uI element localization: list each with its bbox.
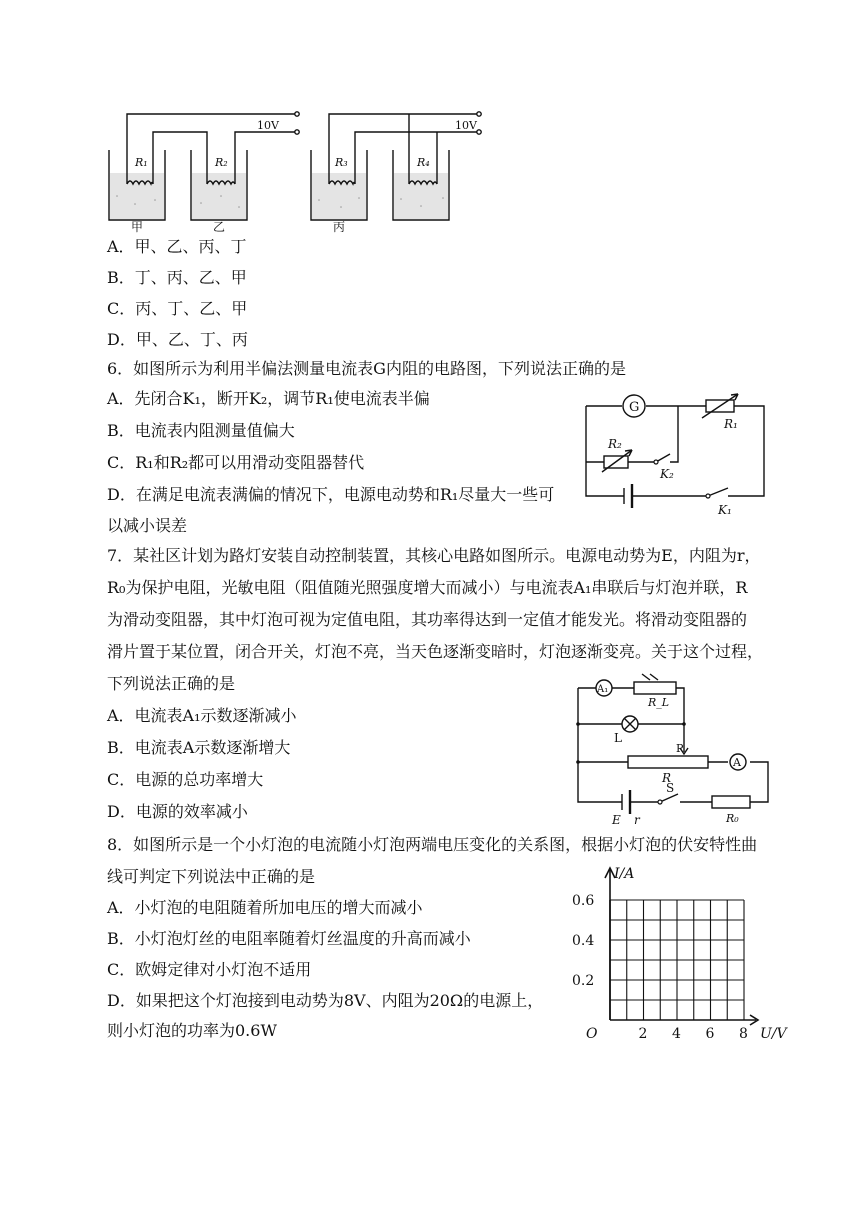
q5-r1: R₁	[135, 156, 148, 169]
chart-ylabel: I/A	[614, 866, 635, 882]
q8-option-a: A．小灯泡的电阻随着所加电压的增大而减小	[107, 898, 423, 917]
q5-label-yi: 乙	[213, 220, 226, 233]
chart-x-tick-label: 8	[739, 1026, 748, 1042]
q5-beaker-figure	[105, 108, 485, 233]
q7-option-d: D．电源的效率减小	[107, 802, 248, 821]
q5-voltage-left: 10V	[257, 119, 279, 132]
q5-r3: R₃	[335, 156, 348, 169]
q7-fig-r0: R₀	[726, 812, 739, 825]
q6-option-d-cont: 以减小误差	[107, 516, 188, 535]
q6-fig-g: G	[629, 400, 640, 415]
q7-option-b: B．电流表A示数逐渐增大	[107, 738, 291, 757]
q5-r4: R₄	[417, 156, 430, 169]
q6-fig-r1: R₁	[724, 417, 738, 431]
chart-xlabel: U/V	[760, 1026, 787, 1042]
q5-label-jia: 甲	[131, 220, 144, 233]
q7-fig-a1: A₁	[597, 684, 609, 695]
q7-stem-1: 7．某社区计划为路灯安装自动控制装置，其核心电路如图所示。电源电动势为E，内阻为r，	[107, 546, 761, 565]
q8-option-b: B．小灯泡灯丝的电阻率随着灯丝温度的升高而减小	[107, 929, 471, 948]
q6-fig-r2: R₂	[608, 437, 622, 451]
chart-y-ticks	[572, 893, 594, 989]
chart-origin: O	[586, 1026, 598, 1042]
q6-option-b: B．电流表内阻测量值偏大	[107, 421, 295, 440]
q5-label-bing: 丙	[333, 220, 346, 233]
chart-x-tick-label: 6	[705, 1026, 715, 1042]
q7-fig-a: A	[733, 756, 741, 769]
chart-x-tick-label: 2	[638, 1026, 648, 1042]
q6-option-a: A．先闭合K₁，断开K₂，调节R₁使电流表半偏	[107, 389, 430, 408]
q5-option-c: C．丙、丁、乙、甲	[107, 299, 248, 318]
q8-stem-1: 8．如图所示是一个小灯泡的电流随小灯泡两端电压变化的关系图，根据小灯泡的伏安特性曲	[107, 835, 758, 854]
chart-y-tick-label: 0.4	[572, 933, 595, 949]
q8-option-c: C．欧姆定律对小灯泡不适用	[107, 960, 312, 979]
q6-fig-k2: K₂	[660, 467, 674, 481]
q5-option-a: A．甲、乙、丙、丁	[107, 237, 247, 256]
q7-stem-2: R₀为保护电阻，光敏电阻（阻值随光照强度增大而减小）与电流表A₁串联后与灯泡并联，R	[107, 578, 748, 597]
q5-option-b: B．丁、丙、乙、甲	[107, 268, 247, 287]
q6-option-c: C．R₁和R₂都可以用滑动变阻器替代	[107, 453, 365, 472]
chart-axes	[605, 868, 615, 1020]
iu-chart	[570, 856, 794, 1042]
q7-stem-3: 为滑动变阻器，其中灯泡可视为定值电阻，其功率得达到一定值才能发光。将滑动变阻器的	[107, 610, 748, 629]
q7-circuit-figure	[572, 672, 776, 828]
q8-option-d: D．如果把这个灯泡接到电动势为8V、内阻为20Ω的电源上，	[107, 991, 544, 1010]
q7-fig-l: L	[614, 731, 622, 745]
q6-option-d: D．在满足电流表满偏的情况下，电源电动势和R₁尽量大一些可	[107, 485, 555, 504]
chart-x-tick-label: 4	[672, 1026, 681, 1042]
q6-circuit-figure	[578, 388, 778, 520]
q7-fig-p: P	[676, 742, 684, 755]
q7-stem-5: 下列说法正确的是	[107, 674, 236, 693]
q8-option-d-cont: 则小灯泡的功率为0.6W	[107, 1021, 277, 1040]
q5-option-d: D．甲、乙、丁、丙	[107, 330, 248, 349]
q8-stem-2: 线可判定下列说法中正确的是	[107, 867, 316, 886]
q7-fig-e: E	[612, 813, 621, 827]
q7-option-a: A．电流表A₁示数逐渐减小	[107, 706, 297, 725]
q7-fig-s: S	[666, 781, 675, 795]
q7-fig-r-int: r	[634, 813, 640, 827]
q6-stem: 6．如图所示为利用半偏法测量电流表G内阻的电路图，下列说法正确的是	[107, 359, 626, 378]
chart-x-ticks	[639, 1026, 748, 1042]
chart-y-tick-label: 0.2	[572, 973, 595, 989]
q5-r2: R₂	[215, 156, 228, 169]
q7-option-c: C．电源的总功率增大	[107, 770, 264, 789]
chart-grid	[610, 900, 758, 1025]
q7-fig-r: R	[662, 771, 672, 785]
q6-fig-k1: K₁	[718, 503, 732, 517]
q5-voltage-right: 10V	[455, 119, 477, 132]
q7-stem-4: 滑片置于某位置，闭合开关，灯泡不亮，当天色逐渐变暗时，灯泡逐渐变亮。关于这个过程，	[107, 642, 764, 661]
chart-y-tick-label: 0.6	[572, 893, 595, 909]
q7-fig-rl: R_L	[648, 696, 670, 709]
